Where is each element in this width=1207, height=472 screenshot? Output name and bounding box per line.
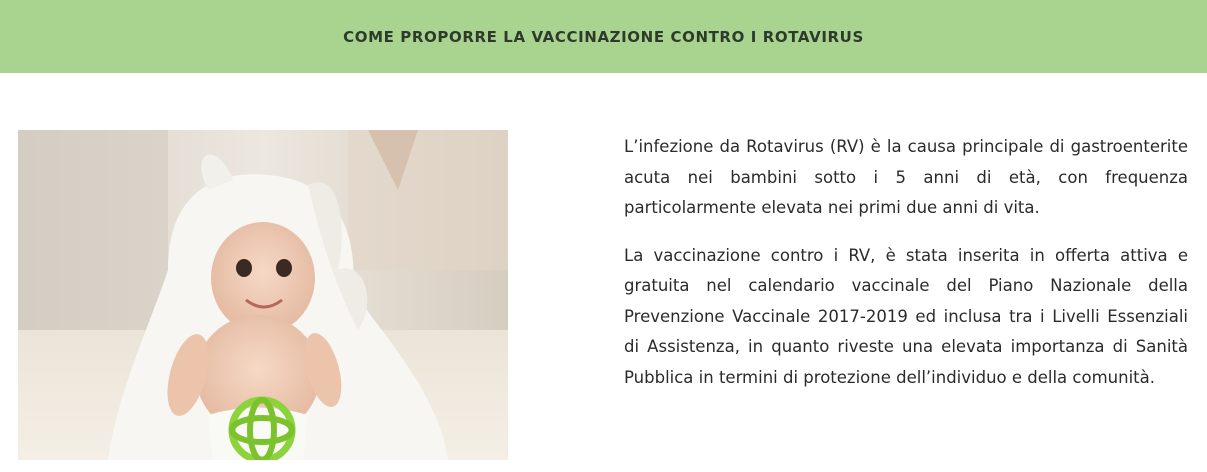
paragraph-vaccination: La vaccinazione contro i RV, è stata inserita in offerta attiva e gratuita nel calendario vaccinale del Piano Nazionale della Prevenzione Vaccinale 2017-2019 ed inclusa tra i Livelli Essenziali di Assistenza, in quanto riveste una elevata importanza di Sanità Pubblica in termini di protezione dell’individuo e della comunità. xyxy=(624,245,1188,387)
baby-photo xyxy=(18,130,508,460)
section-title: COME PROPORRE LA VACCINAZIONE CONTRO I ROTAVIRUS xyxy=(343,27,864,46)
article-text xyxy=(624,132,1188,410)
paragraph-intro: L’infezione da Rotavirus (RV) è la causa principale di gastroenterite acuta nei bambini sotto i 5 anni di età, con frequenza particolarmente elevata nei primi due anni di vita. xyxy=(624,137,1188,217)
section-banner xyxy=(0,0,1207,73)
